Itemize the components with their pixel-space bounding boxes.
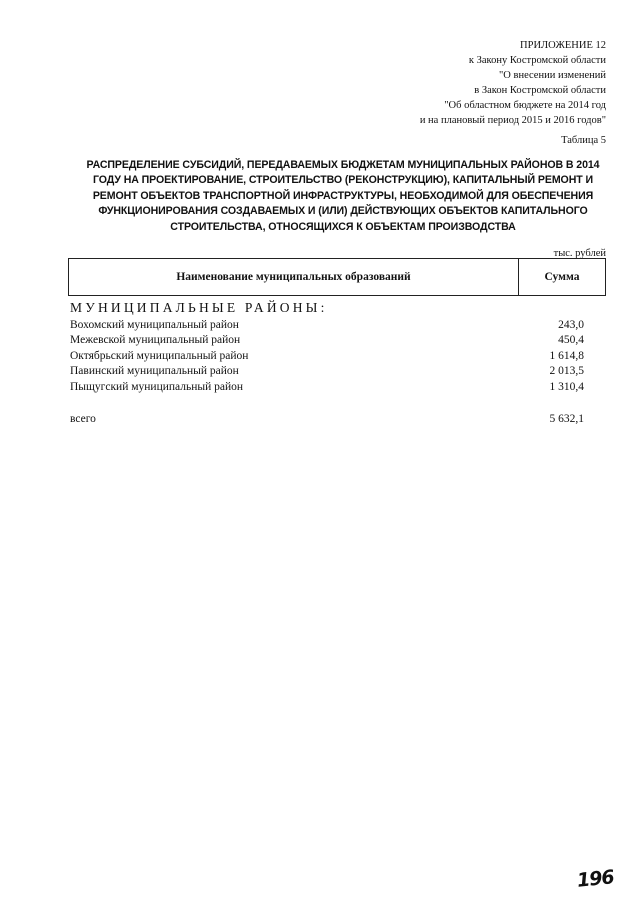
header-name-column: Наименование муниципальных образований (69, 259, 519, 296)
total-label: всего (70, 413, 96, 425)
table-header (68, 258, 606, 296)
appendix-line: ПРИЛОЖЕНИЕ 12 (520, 40, 606, 51)
document-title: РАСПРЕДЕЛЕНИЕ СУБСИДИЙ, ПЕРЕДАВАЕМЫХ БЮДЖЕТАМ МУНИЦИПАЛЬНЫХ РАЙОНОВ В 2014 ГОДУ НА ПРОЕКТИРОВАНИЕ, СТРОИТЕЛЬСТВО (РЕКОНСТРУКЦИЮ), КАПИТАЛЬНЫЙ РЕМОНТ И РЕМОНТ ОБЪЕКТОВ ТРАНСПОРТНОЙ ИНФРАСТРУКТУРЫ, НЕОБХОДИМОЙ ДЛЯ ОБЕСПЕЧЕНИЯ ФУНКЦИОНИРОВАНИЯ СОЗДАВАЕМЫХ И (ИЛИ) ДЕЙСТВУЮЩИХ ОБЪЕКТОВ КАПИТАЛЬНОГО СТРОИТЕЛЬСТВА, ОТНОСЯЩИХСЯ К ОБЪЕКТАМ ПРОИЗВОДСТВА (86, 159, 600, 233)
appendix-line: в Закон Костромской области (474, 85, 606, 96)
table-number: Таблица 5 (561, 135, 606, 146)
table-body (70, 318, 584, 395)
table-row (70, 318, 584, 333)
row-name: Павинский муниципальный район (70, 365, 239, 378)
appendix-header (420, 38, 606, 128)
total-row (70, 413, 584, 425)
total-value: 5 632,1 (549, 413, 584, 425)
appendix-line: "Об областном бюджете на 2014 год (444, 100, 606, 111)
row-value: 1 614,8 (549, 349, 584, 362)
section-heading: МУНИЦИПАЛЬНЫЕ РАЙОНЫ: (70, 300, 328, 315)
appendix-line: к Закону Костромской области (468, 55, 606, 66)
row-value: 1 310,4 (549, 380, 584, 393)
appendix-line: и на плановый период 2015 и 2016 годов" (419, 115, 606, 126)
appendix-line: "О внесении изменений (499, 70, 606, 81)
table-row (70, 364, 584, 379)
row-value: 243,0 (558, 319, 584, 331)
page-number: 196 (576, 866, 616, 892)
row-value: 450,4 (558, 334, 584, 347)
row-name: Октябрьский муниципальный район (70, 349, 249, 362)
row-name: Межевской муниципальный район (70, 334, 241, 347)
units-label: тыс. рублей (553, 248, 606, 259)
row-name: Пыщугский муниципальный район (70, 380, 244, 393)
table-row (70, 349, 584, 364)
table-row (70, 333, 584, 348)
row-value: 2 013,5 (549, 365, 584, 378)
table-row (70, 380, 584, 395)
header-sum-column: Сумма (519, 259, 606, 296)
row-name: Вохомский муниципальный район (70, 319, 239, 331)
